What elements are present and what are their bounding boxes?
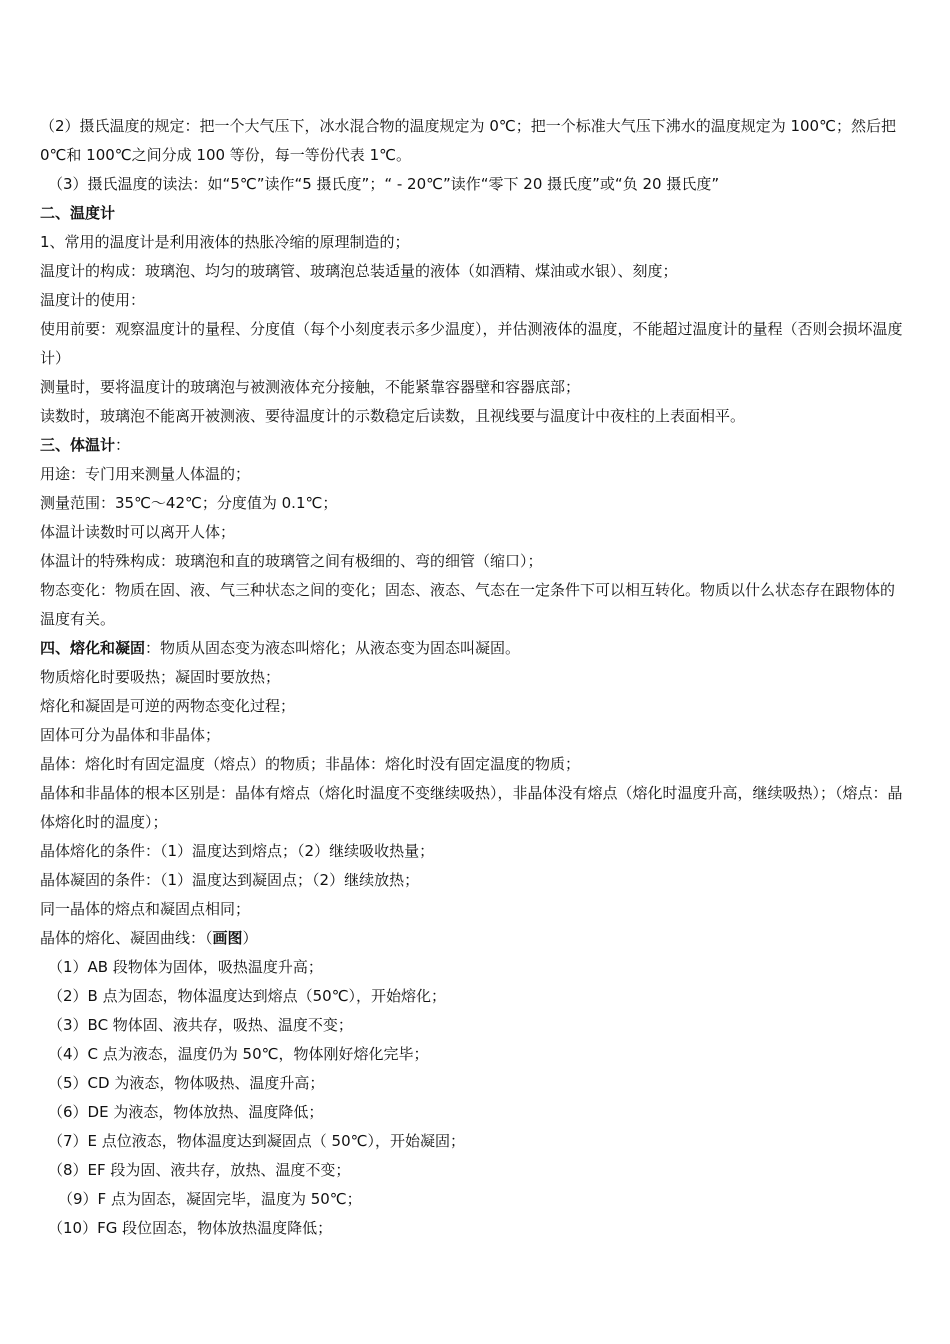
- heading-colon: ：: [115, 436, 131, 454]
- para-curve-close: ）: [242, 929, 258, 947]
- document-body: [40, 112, 906, 1243]
- para-clinical-structure: 体温计的特殊构成：玻璃泡和直的玻璃管之间有极细的、弯的细管（缩口）；: [40, 552, 543, 570]
- draw-figure-label: 画图: [212, 929, 243, 947]
- para-curve-line: [40, 924, 906, 953]
- para-solid-types: 固体可分为晶体和非晶体；: [40, 726, 221, 744]
- para-reading: 读数时，玻璃泡不能离开被测液、要待温度计的示数稳定后读数，且视线要与温度计中夜柱的上表面相平。: [40, 407, 746, 425]
- para-celsius-definition: （2）摄氏温度的规定：把一个大气压下，冰水混合物的温度规定为 0℃；把一个标准大气压下沸水的温度规定为 100℃；然后把 0℃和 100℃之间分成 100 等份，每一等份代表 1℃。: [40, 117, 896, 164]
- para-state-change: 物态变化：物质在固、液、气三种状态之间的变化；固态、液态、气态在一定条件下可以相互转化。物质以什么状态存在跟物体的温度有关。: [40, 581, 896, 628]
- para-before-use: 使用前要：观察温度计的量程、分度值（每个小刻度表示多少温度），并估测液体的温度，不能超过温度计的量程（否则会损坏温度计）: [40, 320, 903, 367]
- list-item: （10）FG 段位固态，物体放热温度降低；: [48, 1219, 333, 1237]
- para-thermometer-usage: 温度计的使用：: [40, 291, 146, 309]
- heading-thermometer: 二、温度计: [40, 204, 116, 222]
- para-clinical-range: 测量范围：35℃～42℃；分度值为 0.1℃；: [40, 494, 338, 512]
- heading-melting-desc: ：物质从固态变为液态叫熔化；从液态变为固态叫凝固。: [145, 639, 521, 657]
- list-item: （2）B 点为固态，物体温度达到熔点（50℃），开始熔化；: [48, 987, 447, 1005]
- heading-melting: 四、熔化和凝固: [40, 639, 146, 657]
- heading-clinical-thermometer: 三、体温计: [40, 436, 116, 454]
- list-item: （6）DE 为液态，物体放热、温度降低；: [48, 1103, 324, 1121]
- list-item: （3）BC 物体固、液共存，吸热、温度不变；: [48, 1016, 353, 1034]
- para-heat: 物质熔化时要吸热；凝固时要放热；: [40, 668, 281, 686]
- para-solidifying-condition: 晶体凝固的条件：（1）温度达到凝固点；（2）继续放热；: [40, 871, 420, 889]
- para-melting-condition: 晶体熔化的条件：（1）温度达到熔点；（2）继续吸收热量；: [40, 842, 435, 860]
- list-item: （7）E 点位液态，物体温度达到凝固点（ 50℃），开始凝固；: [48, 1132, 465, 1150]
- para-clinical-use: 用途：专门用来测量人体温的；: [40, 465, 251, 483]
- para-crystal-difference: 晶体和非晶体的根本区别是：晶体有熔点（熔化时温度不变继续吸热），非晶体没有熔点（熔化时温度升高，继续吸热）；（熔点：晶体熔化时的温度）；: [40, 784, 903, 831]
- list-item: （5）CD 为液态，物体吸热、温度升高；: [48, 1074, 325, 1092]
- para-measuring: 测量时，要将温度计的玻璃泡与被测液体充分接触，不能紧靠容器壁和容器底部；: [40, 378, 581, 396]
- para-reversible: 熔化和凝固是可逆的两物态变化过程；: [40, 697, 296, 715]
- para-crystal-def: 晶体：熔化时有固定温度（熔点）的物质；非晶体：熔化时没有固定温度的物质；: [40, 755, 581, 773]
- para-same-point: 同一晶体的熔点和凝固点相同；: [40, 900, 251, 918]
- list-item: （4）C 点为液态，温度仍为 50℃，物体刚好熔化完毕；: [48, 1045, 429, 1063]
- heading-clinical-thermometer-line: [40, 431, 906, 460]
- list-item: （1）AB 段物体为固体，吸热温度升高；: [48, 958, 323, 976]
- list-item: （8）EF 段为固、液共存，放热、温度不变；: [48, 1161, 351, 1179]
- para-curve: 晶体的熔化、凝固曲线：（: [40, 929, 213, 947]
- para-celsius-reading: （3）摄氏温度的读法：如“5℃”读作“5 摄氏度”；“ - 20℃”读作“零下 20 摄氏度”或“负 20 摄氏度”: [48, 175, 720, 193]
- para-clinical-reading: 体温计读数时可以离开人体；: [40, 523, 236, 541]
- para-thermometer-principle: 1、常用的温度计是利用液体的热胀冷缩的原理制造的；: [40, 233, 410, 251]
- list-item: （9）F 点为固态，凝固完毕，温度为 50℃；: [58, 1190, 362, 1208]
- para-thermometer-structure: 温度计的构成：玻璃泡、均匀的玻璃管、玻璃泡总装适量的液体（如酒精、煤油或水银）、刻度；: [40, 262, 678, 280]
- heading-melting-line: [40, 634, 906, 663]
